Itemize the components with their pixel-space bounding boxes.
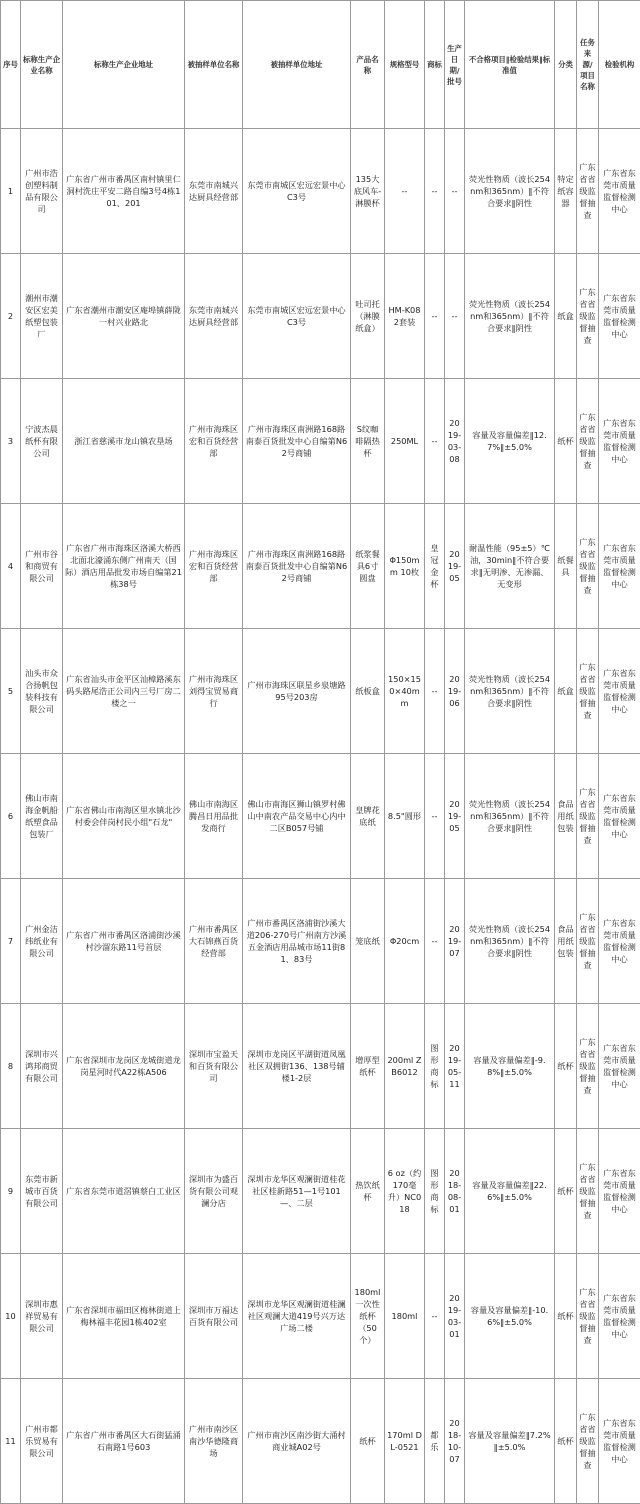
- trademark-cell: 图形商标: [425, 1004, 445, 1129]
- product-name-cell: 135大底风车-淋膜杯: [351, 129, 385, 254]
- manufacturer-name-cell: 广州市都乐贸易有限公司: [21, 1379, 63, 1504]
- column-header-sampled-unit-name: 被抽样单位名称: [185, 1, 243, 129]
- category-cell: 食品用纸包装: [555, 754, 577, 879]
- production-date-cell: --: [445, 129, 465, 254]
- trademark-cell: --: [425, 129, 445, 254]
- table-row: [1, 1379, 640, 1504]
- inspection-agency-cell: 广东省东莞市质量监督检测中心: [599, 254, 640, 379]
- sampled-unit-address-cell: 深圳市龙岗区平湖街道凤凰社区双拥街136、138号辅楼1-2层: [243, 1004, 351, 1129]
- inspection-agency-cell: 广东省东莞市质量监督检测中心: [599, 504, 640, 629]
- table-row: [1, 1254, 640, 1379]
- spec-model-cell: 200ml ZB6012: [385, 1004, 425, 1129]
- product-name-cell: 纸板盒: [351, 629, 385, 754]
- manufacturer-name-cell: 深圳市惠祥贸易有限公司: [21, 1254, 63, 1379]
- sampled-unit-name-cell: 广州市番禺区大石锦燕百货经营部: [185, 879, 243, 1004]
- category-cell: 纸盒: [555, 254, 577, 379]
- production-date-cell: 2019-03-01: [445, 1254, 465, 1379]
- task-source-cell: 广东省省级监督抽查: [577, 754, 599, 879]
- sampled-unit-address-cell: 深圳市龙华区观澜街道桂花社区桂新路51—1号101—、二层: [243, 1129, 351, 1254]
- production-date-cell: 2019-05-11: [445, 1004, 465, 1129]
- column-header-manufacturer-address: 标称生产企业地址: [63, 1, 185, 129]
- task-source-cell: 广东省省级监督抽查: [577, 1004, 599, 1129]
- trademark-cell: 皇冠金杯: [425, 504, 445, 629]
- trademark-cell: --: [425, 254, 445, 379]
- index-cell: 2: [1, 254, 21, 379]
- manufacturer-address-cell: 广东省东莞市道滘镇蔡白工业区: [63, 1129, 185, 1254]
- column-header-inspection-agency: 检验机构: [599, 1, 640, 129]
- manufacturer-name-cell: 宁波杰晨纸杯有限公司: [21, 379, 63, 504]
- production-date-cell: 2019-07: [445, 879, 465, 1004]
- failed-item-cell: 容量及容量偏差‖-9.8%‖±5.0%: [465, 1004, 555, 1129]
- spec-model-cell: 180ml: [385, 1254, 425, 1379]
- task-source-cell: 广东省省级监督抽查: [577, 254, 599, 379]
- inspection-agency-cell: 广东省东莞市质量监督检测中心: [599, 1379, 640, 1504]
- failed-item-cell: 容量及容量偏差‖12.7%‖±5.0%: [465, 379, 555, 504]
- sampled-unit-name-cell: 东莞市南城兴达厨具经营部: [185, 129, 243, 254]
- inspection-agency-cell: 广东省东莞市质量监督检测中心: [599, 754, 640, 879]
- product-name-cell: 皇牌花底纸: [351, 754, 385, 879]
- inspection-agency-cell: 广东省东莞市质量监督检测中心: [599, 879, 640, 1004]
- sampled-unit-name-cell: 广州市海珠区宏和百货经营部: [185, 504, 243, 629]
- spec-model-cell: 6 oz（约170毫升）NC018: [385, 1129, 425, 1254]
- manufacturer-address-cell: 广东省潮州市潮安区庵埠镇薛陇一村兴业路北: [63, 254, 185, 379]
- column-header-trademark: 商标: [425, 1, 445, 129]
- sampled-unit-address-cell: 广州市海珠区联星乡泉塘路95号203房: [243, 629, 351, 754]
- product-name-cell: 吐司托（淋膜纸盒）: [351, 254, 385, 379]
- manufacturer-address-cell: 广东省深圳市龙岗区龙城街道龙岗星河时代A22栋A506: [63, 1004, 185, 1129]
- inspection-agency-cell: 广东省东莞市质量监督检测中心: [599, 1004, 640, 1129]
- manufacturer-address-cell: 广东省深圳市福田区梅林街道上梅林福丰花园1栋402室: [63, 1254, 185, 1379]
- spec-model-cell: 150×150×40mm: [385, 629, 425, 754]
- product-name-cell: 180ml一次性纸杯（50个）: [351, 1254, 385, 1379]
- index-cell: 11: [1, 1379, 21, 1504]
- failed-item-cell: 荧光性物质（波长254nm和365nm）‖不符合要求‖阴性: [465, 754, 555, 879]
- task-source-cell: 广东省省级监督抽查: [577, 129, 599, 254]
- table-row: [1, 1129, 640, 1254]
- index-cell: 8: [1, 1004, 21, 1129]
- category-cell: 纸盒: [555, 629, 577, 754]
- sampled-unit-name-cell: 广州市海珠区宏和百货经营部: [185, 379, 243, 504]
- spec-model-cell: Φ150mm 10枚: [385, 504, 425, 629]
- task-source-cell: 广东省省级监督抽查: [577, 879, 599, 1004]
- manufacturer-address-cell: 广东省广州市海珠区洛溪大桥西北面北濠涌东侧广州南天（国际）酒店用品批发市场自编第21栋38号: [63, 504, 185, 629]
- trademark-cell: --: [425, 379, 445, 504]
- inspection-agency-cell: 广东省东莞市质量监督检测中心: [599, 1129, 640, 1254]
- index-cell: 9: [1, 1129, 21, 1254]
- task-source-cell: 广东省省级监督抽查: [577, 1254, 599, 1379]
- inspection-agency-cell: 广东省东莞市质量监督检测中心: [599, 629, 640, 754]
- category-cell: 纸杯: [555, 1254, 577, 1379]
- sampled-unit-address-cell: 深圳市龙华区观澜街道桂澜社区观澜大道419号兴万达广场二楼: [243, 1254, 351, 1379]
- failed-item-cell: 荧光性物质（波长254nm和365nm）‖不符合要求‖阴性: [465, 629, 555, 754]
- spec-model-cell: --: [385, 129, 425, 254]
- inspection-agency-cell: 广东省东莞市质量监督检测中心: [599, 379, 640, 504]
- production-date-cell: 2018-08-01: [445, 1129, 465, 1254]
- manufacturer-address-cell: 广东省广州市番禺区洛浦街沙溪村沙溜东路11号首层: [63, 879, 185, 1004]
- spec-model-cell: 170ml DL-0521: [385, 1379, 425, 1504]
- sampled-unit-name-cell: 广州市南沙区南沙华德隆商场: [185, 1379, 243, 1504]
- column-header-manufacturer-name: 标称生产企业名称: [21, 1, 63, 129]
- product-name-cell: S纹咖啡隔热杯: [351, 379, 385, 504]
- trademark-cell: --: [425, 1254, 445, 1379]
- production-date-cell: --: [445, 254, 465, 379]
- trademark-cell: --: [425, 629, 445, 754]
- category-cell: 纸杯: [555, 1379, 577, 1504]
- sampled-unit-address-cell: 广州市番禺区洛浦街沙溪大道206-270号广州南方沙溪五金酒店用品城市场11街81、83号: [243, 879, 351, 1004]
- manufacturer-name-cell: 东莞市新城市百货有限公司: [21, 1129, 63, 1254]
- spec-model-cell: 8.5"圆形: [385, 754, 425, 879]
- production-date-cell: 2019-05: [445, 504, 465, 629]
- sampled-unit-name-cell: 深圳市万福达百货有限公司: [185, 1254, 243, 1379]
- table-row: [1, 254, 640, 379]
- index-cell: 6: [1, 754, 21, 879]
- product-name-cell: 增厚型纸杯: [351, 1004, 385, 1129]
- index-cell: 1: [1, 129, 21, 254]
- task-source-cell: 广东省省级监督抽查: [577, 1379, 599, 1504]
- production-date-cell: 2019-06: [445, 629, 465, 754]
- category-cell: 纸餐具: [555, 504, 577, 629]
- table-row: [1, 379, 640, 504]
- column-header-failed-item: 不合格项目‖检验结果‖标准值: [465, 1, 555, 129]
- manufacturer-name-cell: 佛山市南海金帆船纸塑食品包装厂: [21, 754, 63, 879]
- sampled-unit-address-cell: 广州市海珠区南洲路168路南泰百货批发中心自编第N62号商铺: [243, 504, 351, 629]
- failed-item-cell: 荧光性物质（波长254nm和365nm）‖不符合要求‖阴性: [465, 129, 555, 254]
- table-row: [1, 1004, 640, 1129]
- task-source-cell: 广东省省级监督抽查: [577, 1129, 599, 1254]
- product-name-cell: 笼底纸: [351, 879, 385, 1004]
- trademark-cell: --: [425, 754, 445, 879]
- column-header-production-date: 生产日期/批号: [445, 1, 465, 129]
- failed-item-cell: 荧光性物质（波长254nm和365nm）‖不符合要求‖阴性: [465, 879, 555, 1004]
- index-cell: 5: [1, 629, 21, 754]
- category-cell: 纸杯: [555, 1129, 577, 1254]
- manufacturer-name-cell: 广州市浩创塑料制品有限公司: [21, 129, 63, 254]
- category-cell: 食品用纸包装: [555, 879, 577, 1004]
- trademark-cell: 都乐: [425, 1379, 445, 1504]
- sampled-unit-name-cell: 广州市海珠区刘得宝贸易商行: [185, 629, 243, 754]
- manufacturer-name-cell: 潮州市潮安区宏美纸塑包装厂: [21, 254, 63, 379]
- index-cell: 10: [1, 1254, 21, 1379]
- manufacturer-name-cell: 广州金洁纬纸业有限公司: [21, 879, 63, 1004]
- failed-item-cell: 容量及容量偏差‖-10.6%‖±5.0%: [465, 1254, 555, 1379]
- trademark-cell: --: [425, 879, 445, 1004]
- manufacturer-name-cell: 广州市谷和商贸有限公司: [21, 504, 63, 629]
- sampled-unit-address-cell: 东莞市南城区宏远宏景中心C3号: [243, 254, 351, 379]
- table-row: [1, 629, 640, 754]
- index-cell: 3: [1, 379, 21, 504]
- production-date-cell: 2018-10-07: [445, 1379, 465, 1504]
- task-source-cell: 广东省省级监督抽查: [577, 379, 599, 504]
- sampled-unit-address-cell: 佛山市南海区狮山镇罗村佛山中南农产品交易中心内中二区B057号铺: [243, 754, 351, 879]
- product-name-cell: 纸浆餐具6寸圆盘: [351, 504, 385, 629]
- category-cell: 纸杯: [555, 1004, 577, 1129]
- sampled-unit-address-cell: 广州市南沙区南沙街大涌村商业城A02号: [243, 1379, 351, 1504]
- manufacturer-address-cell: 浙江省慈溪市龙山镇农垦场: [63, 379, 185, 504]
- header-row: [1, 1, 640, 129]
- product-name-cell: 纸杯: [351, 1379, 385, 1504]
- column-header-sampled-unit-address: 被抽样单位地址: [243, 1, 351, 129]
- spec-model-cell: HM-K082套装: [385, 254, 425, 379]
- production-date-cell: 2019-03-08: [445, 379, 465, 504]
- task-source-cell: 广东省省级监督抽查: [577, 504, 599, 629]
- failed-item-cell: 容量及容量偏差‖22.6%‖±5.0%: [465, 1129, 555, 1254]
- column-header-spec-model: 规格型号: [385, 1, 425, 129]
- trademark-cell: 图形商标: [425, 1129, 445, 1254]
- inspection-agency-cell: 广东省东莞市质量监督检测中心: [599, 1254, 640, 1379]
- failed-item-cell: 耐温性能（95±5）℃油，30min‖不符合要求‖无明渗、无渗漏、无变形: [465, 504, 555, 629]
- sampled-unit-name-cell: 深圳市为盛百货有限公司观澜分店: [185, 1129, 243, 1254]
- sampled-unit-name-cell: 佛山市南海区腾昌日用品批发商行: [185, 754, 243, 879]
- table-row: [1, 504, 640, 629]
- failed-item-cell: 容量及容量偏差‖7.2%‖±5.0%: [465, 1379, 555, 1504]
- sampled-unit-address-cell: 广州市海珠区南洲路168路南泰百货批发中心自编第N62号商铺: [243, 379, 351, 504]
- product-name-cell: 热饮纸杯: [351, 1129, 385, 1254]
- category-cell: 特定纸容器: [555, 129, 577, 254]
- production-date-cell: 2019-05: [445, 754, 465, 879]
- manufacturer-address-cell: 广东省广州市番禺区南村镇里仁洞村洗庄平安二路自编3号4栋101、201: [63, 129, 185, 254]
- column-header-index: 序号: [1, 1, 21, 129]
- manufacturer-address-cell: 广东省汕头市金平区汕樟路溪东码头路尾浩正公司内三号厂房二楼之一: [63, 629, 185, 754]
- table-row: [1, 754, 640, 879]
- failed-item-cell: 荧光性物质（波长254nm和365nm）‖不符合要求‖阴性: [465, 254, 555, 379]
- spec-model-cell: Φ20cm: [385, 879, 425, 1004]
- column-header-product-name: 产品名称: [351, 1, 385, 129]
- table-row: [1, 129, 640, 254]
- category-cell: 纸杯: [555, 379, 577, 504]
- sampled-unit-name-cell: 东莞市南城兴达厨具经营部: [185, 254, 243, 379]
- sampled-unit-address-cell: 东莞市南城区宏远宏景中心C3号: [243, 129, 351, 254]
- index-cell: 7: [1, 879, 21, 1004]
- manufacturer-address-cell: 广东省广州市番禺区大石街猛涌石南路1号603: [63, 1379, 185, 1504]
- manufacturer-address-cell: 广东省佛山市南海区里水镇北沙村委会伴岗村民小组"石龙": [63, 754, 185, 879]
- column-header-category: 分类: [555, 1, 577, 129]
- index-cell: 4: [1, 504, 21, 629]
- spec-model-cell: 250ML: [385, 379, 425, 504]
- inspection-agency-cell: 广东省东莞市质量监督检测中心: [599, 129, 640, 254]
- table-row: [1, 879, 640, 1004]
- column-header-task-source: 任务来源/项目名称: [577, 1, 599, 129]
- manufacturer-name-cell: 汕头市众合扬帆包装科技有限公司: [21, 629, 63, 754]
- manufacturer-name-cell: 深圳市兴鸿邦商贸有限公司: [21, 1004, 63, 1129]
- task-source-cell: 广东省省级监督抽查: [577, 629, 599, 754]
- sampled-unit-name-cell: 深圳市宝盈天和百货有限公司: [185, 1004, 243, 1129]
